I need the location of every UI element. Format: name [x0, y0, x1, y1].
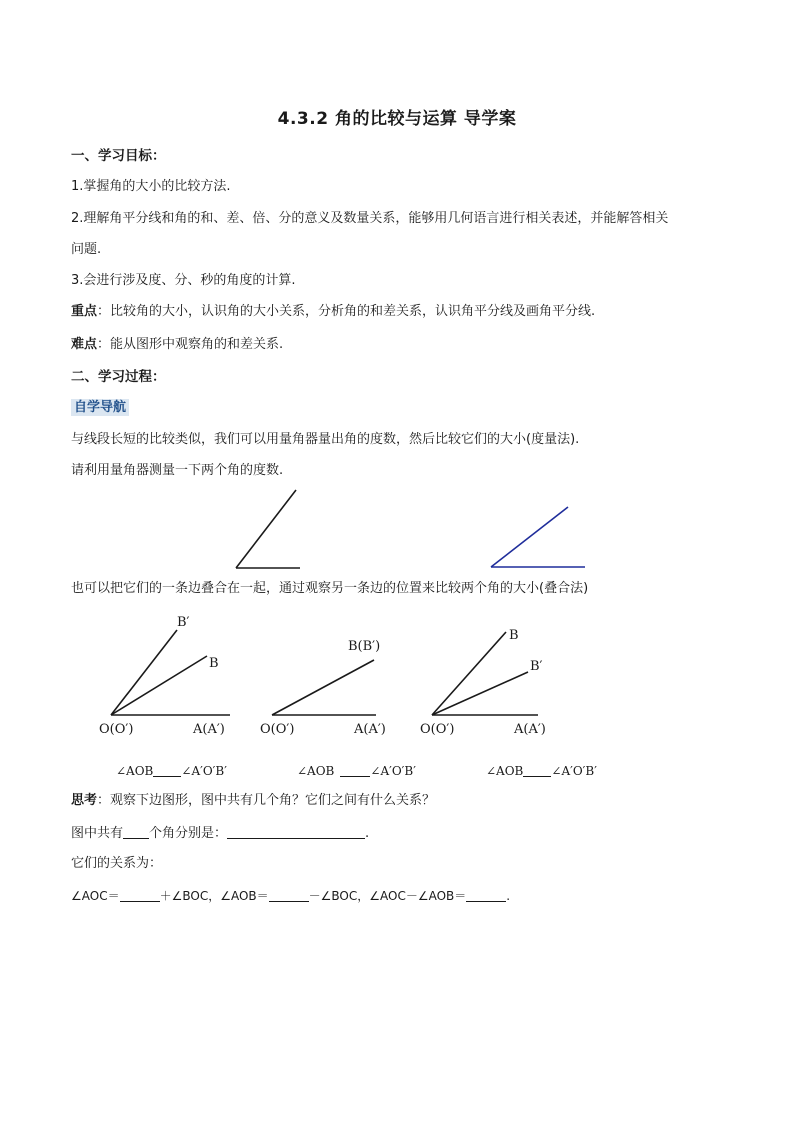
compare-row-2 — [297, 762, 416, 778]
equation-part-3: －∠BOC，∠AOC－∠AOB＝ — [308, 889, 467, 903]
angle-figure-2 — [488, 503, 592, 573]
count-blank[interactable] — [123, 824, 149, 839]
diagram-3-ray-OB — [432, 632, 506, 715]
angle-figure-1 — [230, 485, 310, 575]
compare-3-blank[interactable] — [523, 762, 551, 777]
section-heading-goals: 一、学习目标： — [71, 148, 166, 164]
compare-row-3 — [486, 762, 597, 778]
think-text: ：观察下边图形，图中共有几个角？它们之间有什么关系？ — [97, 793, 436, 808]
overlap-diagram-1 — [95, 608, 255, 740]
diagram-1-label-A: A(A′) — [193, 722, 225, 737]
equation-end: . — [506, 889, 511, 903]
paragraph-overlap: 也可以把它们的一条边叠合在一起，通过观察另一条边的位置来比较两个角的大小(叠合法) — [71, 581, 589, 596]
goal-2-line-2: 问题. — [71, 242, 102, 257]
diagram-2-ray-OB — [272, 660, 374, 715]
key-text: ：比较角的大小，认识角的大小关系，分析角的和差关系，认识角平分线及画角平分线. — [97, 304, 596, 319]
compare-2-blank[interactable] — [340, 762, 370, 777]
goal-2-line-1: 2.理解角平分线和角的和、差、倍、分的意义及数量关系，能够用几何语言进行相关表述，并能解答相关 — [71, 211, 669, 226]
angles-list-blank[interactable] — [227, 824, 365, 839]
diagram-3-label-A: A(A′) — [514, 722, 546, 737]
diagram-3-label-B: B — [509, 628, 519, 643]
section-heading-process: 二、学习过程： — [71, 369, 166, 385]
overlap-diagram-2 — [256, 630, 416, 740]
compare-1-right: ∠A′O′B′ — [181, 764, 227, 778]
diagram-1-label-Bprime: B′ — [177, 615, 190, 630]
compare-1-blank[interactable] — [153, 762, 181, 777]
compare-2-left: ∠AOB — [297, 764, 335, 778]
count-end: . — [365, 826, 370, 841]
count-middle: 个角分别是： — [149, 826, 228, 841]
think-prompt — [71, 792, 435, 810]
equation-blank-1[interactable] — [120, 887, 160, 902]
diagram-3-label-Bprime: B′ — [530, 659, 543, 674]
compare-row-1 — [116, 762, 227, 778]
relation-equations — [71, 887, 510, 905]
think-label: 思考 — [71, 793, 98, 808]
paragraph-instruction: 请利用量角器测量一下两个角的度数. — [71, 463, 284, 478]
diagram-2-label-B: B(B′) — [348, 639, 381, 654]
compare-2-right: ∠A′O′B′ — [370, 764, 416, 778]
key-label: 重点 — [71, 304, 98, 319]
think-count-line — [71, 824, 369, 843]
compare-3-right: ∠A′O′B′ — [551, 764, 597, 778]
relation-heading: 它们的关系为： — [71, 856, 163, 871]
diagram-2-label-A: A(A′) — [354, 722, 386, 737]
difficulty-label: 难点 — [71, 337, 98, 352]
equation-part-2: ＋∠BOC，∠AOB＝ — [159, 889, 269, 903]
count-prefix: 图中共有 — [71, 826, 124, 841]
angle-2-side-slanted — [491, 507, 568, 567]
page-title: 4.3.2 角的比较与运算 导学案 — [277, 109, 517, 129]
paragraph-measure: 与线段长短的比较类似，我们可以用量角器量出角的度数，然后比较它们的大小(度量法). — [71, 432, 580, 447]
self-study-nav — [71, 399, 129, 417]
self-study-tag: 自学导航 — [71, 399, 129, 416]
equation-part-1: ∠AOC＝ — [71, 889, 120, 903]
difficulty-text: ：能从图形中观察角的和差关系. — [97, 337, 284, 352]
goal-1: 1.掌握角的大小的比较方法. — [71, 179, 231, 194]
diagram-2-label-O: O(O′) — [260, 722, 295, 737]
overlap-diagram-3 — [416, 620, 576, 740]
diagram-1-ray-OBprime — [111, 630, 177, 715]
angle-1-side-slanted — [236, 490, 296, 568]
diagram-3-ray-OBprime — [432, 672, 528, 715]
key-point — [71, 303, 595, 321]
difficulty — [71, 336, 283, 354]
diagram-1-ray-OB — [111, 656, 207, 715]
equation-blank-2[interactable] — [269, 887, 309, 902]
compare-3-left: ∠AOB — [486, 764, 524, 778]
diagram-1-label-B: B — [209, 656, 219, 671]
goal-3: 3.会进行涉及度、分、秒的角度的计算. — [71, 273, 296, 288]
diagram-1-label-O: O(O′) — [99, 722, 134, 737]
compare-1-left: ∠AOB — [116, 764, 154, 778]
diagram-3-label-O: O(O′) — [420, 722, 455, 737]
equation-blank-3[interactable] — [466, 887, 506, 902]
